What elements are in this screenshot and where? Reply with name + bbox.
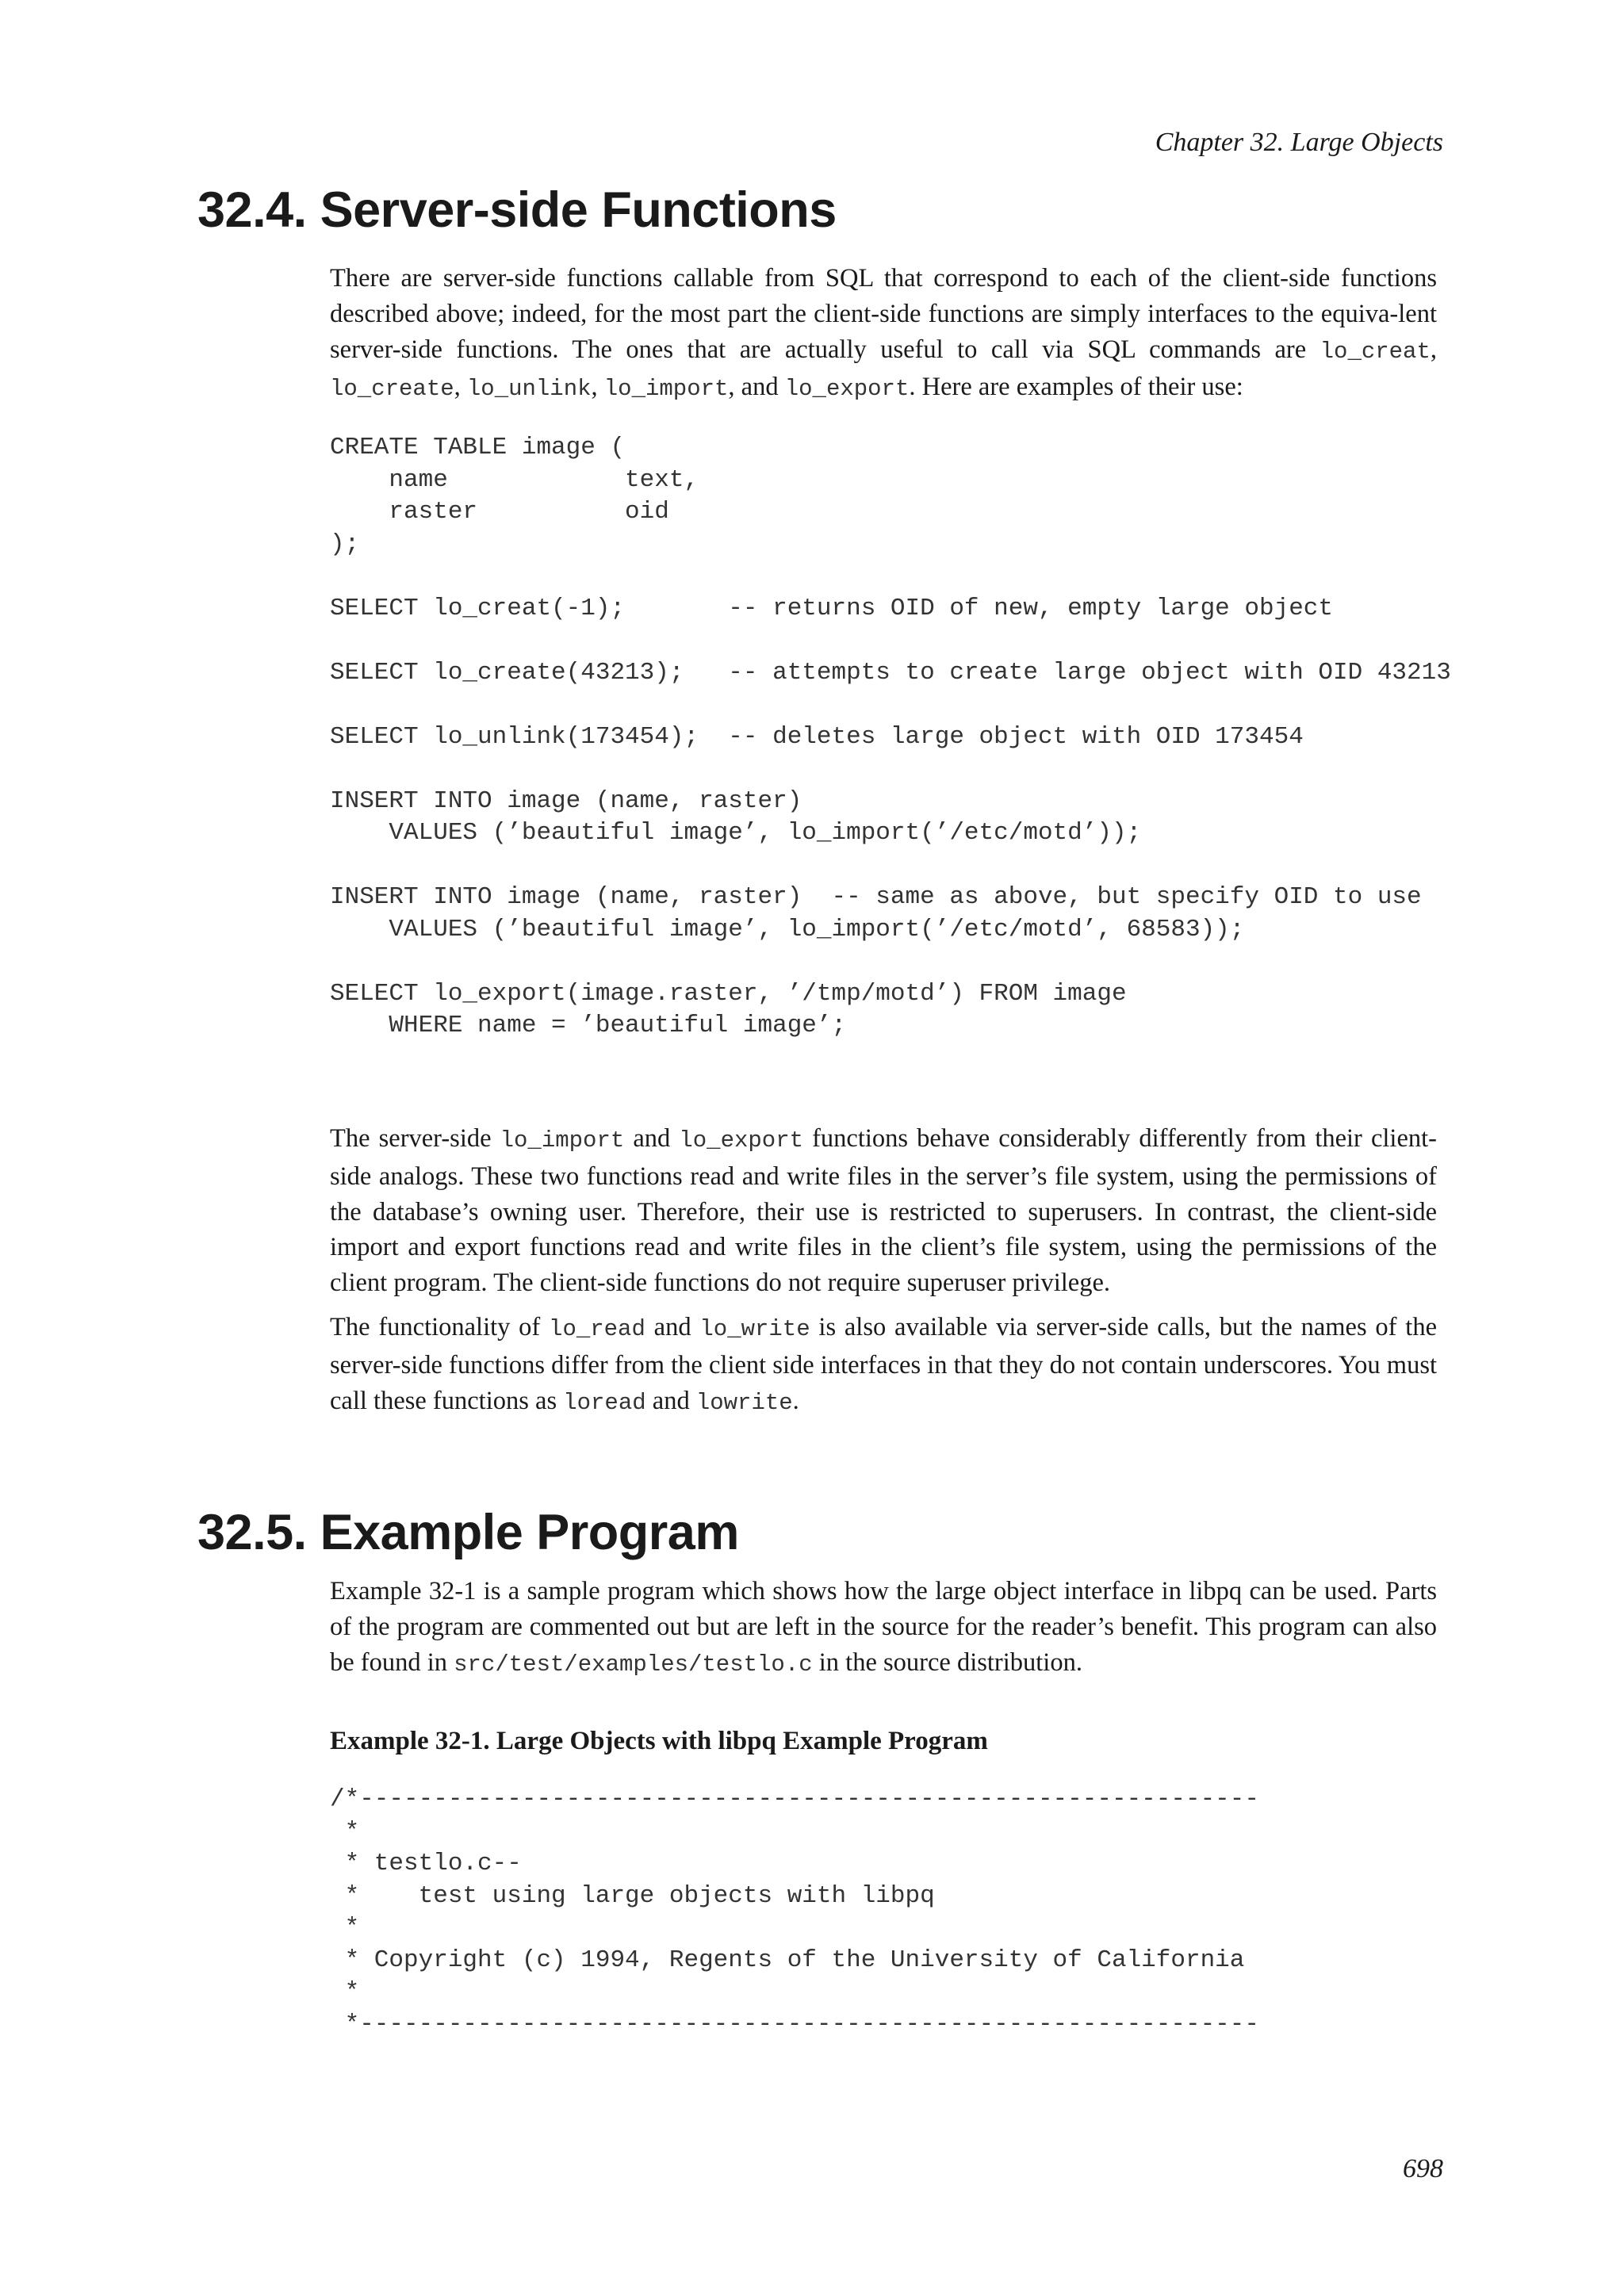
- inline-code-lo-read: lo_read: [549, 1316, 645, 1342]
- text-run: . Here are examples of their use:: [909, 373, 1243, 402]
- inline-code-lo-export: lo_export: [679, 1127, 804, 1154]
- sql-code-example: CREATE TABLE image ( name text, raster oid ); SELECT lo_creat(-1); -- returns OID of new, empty large object SELECT lo_create(43213); -- attempts to create large object with OID 43213 SELECT lo_unlink(173454); -- deletes large object with OID 173454 INSERT INTO image (name, raster) VALUES (’beautiful image’, lo_import(’/etc/motd’)); INSERT INTO image (name, raster) -- same as above, but specify OID to use VALUES (’beautiful image’, lo_import(’/etc/motd’, 68583)); SELECT lo_export(image.raster, ’/tmp/motd’) FROM image WHERE name = ’beautiful image’;: [330, 434, 1451, 1039]
- example-title-block: [330, 1724, 1437, 1758]
- example-intro-block: [330, 1574, 1437, 1682]
- text-run: functions behave considerably differently from their client-side analogs. These two functions read and write files in the server’s file system, using the permissions of the database’s owning user. Therefore, their use is restricted to superusers. In contrast, the client-side import and export functions read and write files in the client’s file system, using the permissions of the client program. The client-side functions do not require superuser privilege.: [330, 1124, 1437, 1298]
- sql-example-block: [330, 432, 1451, 1043]
- text-run: and: [645, 1313, 700, 1341]
- text-run: ,: [591, 373, 604, 402]
- inline-code-lowrite: lowrite: [695, 1389, 793, 1416]
- inline-code-lo-import: lo_import: [500, 1127, 625, 1154]
- inline-code-file-path: src/test/examples/testlo.c: [454, 1651, 813, 1678]
- text-run: .: [792, 1386, 799, 1415]
- running-header: Chapter 32. Large Objects: [1155, 128, 1443, 157]
- server-side-intro-paragraph: [330, 261, 1437, 408]
- section-heading-example-program: 32.5. Example Program: [197, 1505, 739, 1560]
- c-code-listing-block: [330, 1784, 1437, 2041]
- example-title: Example 32-1. Large Objects with libpq Example Program: [330, 1727, 988, 1755]
- server-side-paragraph-2-block: [330, 1121, 1437, 1301]
- text-run: ,: [1430, 335, 1437, 364]
- inline-code-loread: loread: [563, 1389, 646, 1416]
- page-number: 698: [1403, 2154, 1443, 2183]
- server-side-paragraph-2: [330, 1121, 1437, 1301]
- server-side-paragraph-3-block: [330, 1310, 1437, 1421]
- c-code-listing: /*------------------------------------------------------------- * * testlo.c-- * test using large objects with libpq * * Copyright (c) 1994, Regents of the University of California * *-------------------------------------------------------------: [330, 1785, 1259, 2038]
- text-run: The functionality of: [330, 1313, 550, 1341]
- text-run: is also available via server-side calls, but the names of the server-side functions differ from the client side interfaces in that they do not contain underscores. You must call these functions as: [330, 1313, 1437, 1415]
- text-run: and: [624, 1124, 680, 1153]
- text-run: in the source distribution.: [812, 1647, 1082, 1677]
- example-intro-paragraph: [330, 1574, 1437, 1682]
- server-side-intro-block: [330, 261, 1437, 408]
- inline-code-lo-create: lo_create: [330, 376, 454, 403]
- text-run: , and: [728, 373, 785, 402]
- inline-code-lo-unlink: lo_unlink: [466, 376, 592, 403]
- section-heading-server-side-functions: 32.4. Server-side Functions: [197, 182, 837, 238]
- inline-code-lo-export: lo_export: [784, 376, 910, 403]
- inline-code-lo-write: lo_write: [699, 1316, 810, 1342]
- text-run: ,: [454, 373, 467, 402]
- server-side-paragraph-3: [330, 1310, 1437, 1421]
- text-run: and: [645, 1386, 696, 1415]
- text-run: Example 32-1 is a sample program which shows how the large object interface in libpq can be used. Parts of the program are commented out but are left in the source for the reader’s benefit. This program can also be found in: [330, 1577, 1437, 1677]
- text-run: The server-side: [330, 1124, 500, 1153]
- inline-code-lo-import: lo_import: [603, 376, 729, 403]
- inline-code-lo-creat: lo_creat: [1320, 338, 1431, 365]
- text-run: There are server-side functions callable from SQL that correspond to each of the client-side functions described above; indeed, for the most part the client-side functions are simply interfaces to the equiva-lent server-side functions. The ones that are actually useful to call via SQL commands are: [330, 264, 1437, 364]
